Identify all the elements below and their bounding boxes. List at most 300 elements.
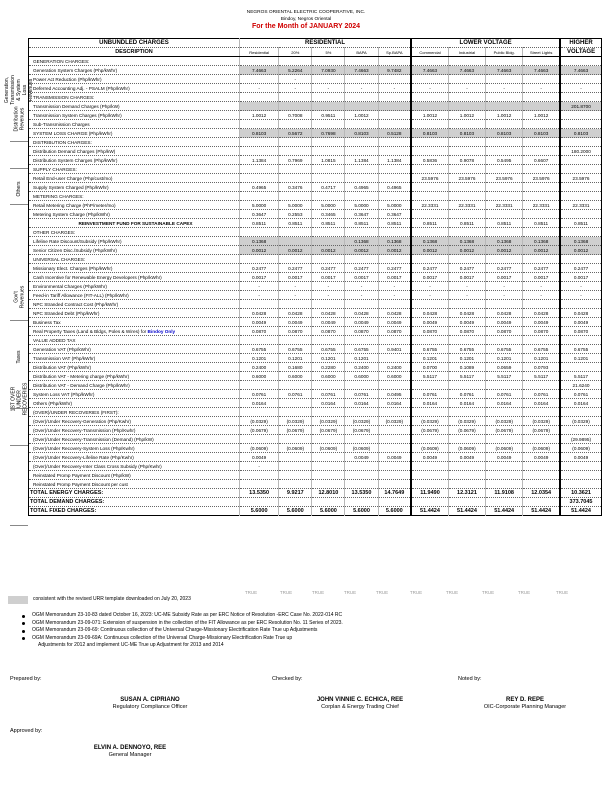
- value-cell: 0.0017: [486, 273, 523, 282]
- value-cell: 0.0870: [411, 327, 448, 336]
- empty-cell: [345, 255, 378, 264]
- empty-cell: [411, 408, 448, 417]
- value-cell: [523, 462, 560, 471]
- value-cell: 0.3647: [378, 210, 411, 219]
- value-cell: 0.2477: [411, 264, 448, 273]
- value-cell: [560, 210, 601, 219]
- value-cell: 0.2400: [378, 363, 411, 372]
- total-value: [239, 498, 278, 507]
- value-cell: [523, 120, 560, 129]
- value-cell: 0.0428: [279, 309, 312, 318]
- empty-cell: [560, 57, 601, 66]
- value-cell: 0.3647: [345, 210, 378, 219]
- empty-cell: [523, 228, 560, 237]
- value-cell: -: [523, 84, 560, 93]
- empty-cell: [239, 57, 278, 66]
- value-cell: [486, 147, 523, 156]
- value-cell: 5.5117: [523, 372, 560, 381]
- value-cell: 1.0815: [312, 156, 345, 165]
- row-label: Distribution VAT - Demand Charge (Php/kWhr): [33, 382, 130, 388]
- row-label: Others (Php/kWhr): [33, 400, 73, 406]
- value-cell: 1.1384: [239, 156, 278, 165]
- noted-title: OIC-Corporate Planning Manager: [483, 704, 567, 710]
- value-cell: 0.0017: [523, 273, 560, 282]
- value-cell: 0.7969: [279, 156, 312, 165]
- total-value: 13.5350: [345, 489, 378, 498]
- empty-cell: [279, 165, 312, 174]
- value-cell: [523, 147, 560, 156]
- value-cell: 0.0428: [560, 309, 601, 318]
- value-cell: [312, 435, 345, 444]
- value-cell: 0.0870: [523, 327, 560, 336]
- row-label: NPC Stranded Contract Cost (Php/kWhr): [33, 301, 119, 307]
- row-description: [29, 147, 240, 156]
- value-cell: 0.0428: [378, 309, 411, 318]
- value-cell: 0.2400: [345, 363, 378, 372]
- row-label: VALUE ADDED TAX: [33, 337, 76, 343]
- side-category-label: [10, 457, 28, 526]
- empty-cell: [312, 408, 345, 417]
- empty-cell: [486, 57, 523, 66]
- value-cell: [411, 102, 448, 111]
- value-cell: 7.4663: [239, 66, 278, 75]
- value-cell: [312, 453, 345, 462]
- row-label: Transmission VAT (Php/kWhr): [33, 355, 96, 361]
- column-header: 5%: [312, 48, 345, 57]
- value-cell: 0.1368: [378, 237, 411, 246]
- value-cell: 0.6755: [411, 345, 448, 354]
- value-cell: 7.4663: [448, 66, 485, 75]
- row-label: Distribution VAT (Php/kWhr): [33, 364, 92, 370]
- value-cell: 0.6607: [523, 156, 560, 165]
- row-description: [29, 192, 240, 201]
- value-cell: 0.8511: [345, 219, 378, 228]
- empty-cell: [411, 165, 448, 174]
- value-cell: 0.1201: [239, 354, 278, 363]
- value-cell: -: [523, 282, 560, 291]
- value-cell: 0.1201: [411, 354, 448, 363]
- value-cell: [560, 471, 601, 480]
- value-cell: [312, 102, 345, 111]
- table-row: [29, 264, 602, 273]
- value-cell: -: [411, 84, 448, 93]
- value-cell: [378, 435, 411, 444]
- value-cell: 5.2264: [279, 66, 312, 75]
- value-cell: 0.0017: [560, 273, 601, 282]
- value-cell: [560, 426, 601, 435]
- row-description: [29, 309, 240, 318]
- value-cell: 22.3331: [448, 201, 485, 210]
- row-label: Supply System Charged (Php/kWhr): [33, 184, 109, 190]
- value-cell: 23.5976: [411, 174, 448, 183]
- value-cell: [239, 120, 278, 129]
- header-row-groups: [29, 39, 602, 48]
- empty-cell: [560, 255, 601, 264]
- value-cell: [448, 480, 485, 489]
- table-row: [29, 165, 602, 174]
- value-cell: 22.3331: [560, 201, 601, 210]
- empty-cell: [345, 93, 378, 102]
- value-cell: 0.0870: [378, 327, 411, 336]
- company-address: Bindoy, Negros Oriental: [280, 17, 332, 22]
- value-cell: 0.7008: [279, 111, 312, 120]
- row-label: METERING CHARGES:: [33, 193, 84, 199]
- value-cell: 0.0012: [345, 246, 378, 255]
- table-row: [29, 372, 602, 381]
- value-cell: [378, 471, 411, 480]
- value-cell: 0.8511: [560, 219, 601, 228]
- empty-cell: [312, 192, 345, 201]
- row-label: Real Property Taxes (Land & Bldgs, Poles & Wires) for: [33, 328, 148, 334]
- row-description: [29, 210, 240, 219]
- value-cell: [411, 480, 448, 489]
- row-label: Business Tax: [33, 319, 61, 325]
- total-value: 51.4424: [448, 507, 485, 516]
- value-cell: [411, 183, 448, 192]
- table-row: [29, 93, 602, 102]
- value-cell: [312, 174, 345, 183]
- value-cell: 0.5836: [411, 156, 448, 165]
- empty-cell: [560, 192, 601, 201]
- value-cell: 0.0164: [378, 399, 411, 408]
- row-description: [29, 444, 240, 453]
- value-cell: 0.0049: [523, 318, 560, 327]
- total-row: [29, 489, 602, 498]
- value-cell: [312, 120, 345, 129]
- total-value: [312, 498, 345, 507]
- table-row: [29, 102, 602, 111]
- row-description: [29, 66, 240, 75]
- empty-cell: [345, 165, 378, 174]
- value-cell: 0.2280: [312, 363, 345, 372]
- value-cell: 0.0017: [345, 273, 378, 282]
- empty-cell: [448, 408, 485, 417]
- value-cell: [345, 480, 378, 489]
- side-category-label: Generation, Transmission & System Loss Revenues: [10, 38, 28, 142]
- value-cell: [378, 300, 411, 309]
- value-cell: 0.0870: [312, 327, 345, 336]
- table-row: [29, 147, 602, 156]
- value-cell: 0.0049: [378, 318, 411, 327]
- column-header: Industrial: [448, 48, 485, 57]
- row-label: (Over)/Under Recovery-Lifeline Rate (Php/Kwhr): [33, 454, 134, 460]
- value-cell: [378, 354, 411, 363]
- row-description: [29, 300, 240, 309]
- value-cell: (0.0329): [411, 417, 448, 426]
- value-cell: 0.0049: [239, 318, 278, 327]
- value-cell: [378, 147, 411, 156]
- value-cell: [411, 147, 448, 156]
- value-cell: [523, 210, 560, 219]
- table-row: [29, 246, 602, 255]
- column-header: Residential: [239, 48, 278, 57]
- value-cell: 1.0012: [523, 111, 560, 120]
- value-cell: -: [523, 291, 560, 300]
- empty-cell: [378, 336, 411, 345]
- empty-cell: [411, 57, 448, 66]
- row-description: [29, 336, 240, 345]
- total-value: 11.9108: [486, 489, 523, 498]
- value-cell: -: [411, 282, 448, 291]
- empty-cell: [239, 93, 278, 102]
- empty-cell: [239, 228, 278, 237]
- value-cell: [523, 471, 560, 480]
- value-cell: (0.0329): [448, 417, 485, 426]
- value-cell: 0.0017: [448, 273, 485, 282]
- empty-cell: [560, 138, 601, 147]
- table-row: [29, 444, 602, 453]
- empty-cell: [345, 228, 378, 237]
- empty-cell: [279, 93, 312, 102]
- value-cell: [411, 471, 448, 480]
- row-description: [29, 471, 240, 480]
- value-cell: 0.1368: [523, 237, 560, 246]
- row-description: [29, 183, 240, 192]
- empty-cell: [448, 255, 485, 264]
- empty-cell: [345, 57, 378, 66]
- row-description: [29, 138, 240, 147]
- row-label: System Loss VAT (Php/kWhr): [33, 391, 95, 397]
- value-cell: [560, 300, 601, 309]
- value-cell: 0.8511: [448, 219, 485, 228]
- legend-text: consistent with the revised URR template downloaded on July 20, 2023: [33, 596, 191, 602]
- value-cell: 7.4663: [345, 66, 378, 75]
- value-cell: [560, 363, 601, 372]
- value-cell: 0.8103: [560, 129, 601, 138]
- value-cell: 0.1201: [279, 354, 312, 363]
- value-cell: 0.2400: [239, 363, 278, 372]
- row-label: (Over)/Under Recovery-Inter Class Cross Subsidy (Php/Kwhr): [33, 463, 162, 469]
- table-row: [29, 363, 602, 372]
- value-cell: 0.0428: [448, 309, 485, 318]
- empty-cell: [560, 408, 601, 417]
- value-cell: 0.0049: [312, 318, 345, 327]
- table-row: [29, 480, 602, 489]
- total-value: 14.7649: [378, 489, 411, 498]
- row-description: [29, 201, 240, 210]
- total-value: 51.4424: [486, 507, 523, 516]
- value-cell: 0.1368: [448, 237, 485, 246]
- empty-cell: [345, 138, 378, 147]
- empty-cell: [378, 228, 411, 237]
- side-category-label: Gov't Revenues: [10, 273, 28, 321]
- table-row: [29, 435, 602, 444]
- value-cell: 1.0012: [239, 111, 278, 120]
- row-description: [29, 237, 240, 246]
- value-cell: (0.0329): [523, 417, 560, 426]
- table-row: [29, 336, 602, 345]
- value-cell: [560, 462, 601, 471]
- empty-cell: [279, 138, 312, 147]
- empty-cell: [486, 93, 523, 102]
- value-cell: [279, 237, 312, 246]
- empty-cell: [560, 228, 601, 237]
- value-cell: 0.0049: [239, 453, 278, 462]
- row-label: Senior Citizen Disc./Subsidy (Php/kWhr): [33, 247, 117, 253]
- table-row: [29, 183, 602, 192]
- value-cell: 0.9078: [448, 156, 485, 165]
- total-value: 12.0354: [523, 489, 560, 498]
- value-cell: 5.0000: [345, 201, 378, 210]
- value-cell: [345, 147, 378, 156]
- value-cell: 21.6240: [560, 381, 601, 390]
- row-label: Reinstated Promp Payment Discount per cust: [33, 481, 128, 487]
- approved-title: General Manager: [108, 752, 152, 758]
- value-cell: 0.9401: [378, 345, 411, 354]
- value-cell: [486, 471, 523, 480]
- value-cell: [411, 210, 448, 219]
- value-cell: (0.0329): [345, 417, 378, 426]
- empty-cell: [312, 255, 345, 264]
- value-cell: 0.0012: [378, 246, 411, 255]
- value-cell: [239, 480, 278, 489]
- value-cell: 0.6755: [312, 345, 345, 354]
- value-cell: 0.0049: [411, 318, 448, 327]
- value-cell: [486, 480, 523, 489]
- value-cell: -: [279, 84, 312, 93]
- value-cell: 0.1201: [345, 354, 378, 363]
- total-value: [411, 498, 448, 507]
- row-description: [29, 129, 240, 138]
- total-value: 10.3621: [560, 489, 601, 498]
- memo-note: OGM Memorandum 23-09-071: Extension of suspension in the collection of the FIT Allowance as per ERC Resolution No. 11 Series of 2023.: [22, 620, 343, 628]
- value-cell: 0.2477: [378, 264, 411, 273]
- value-cell: 0.0049: [345, 318, 378, 327]
- value-cell: [523, 435, 560, 444]
- row-label: (Over)/Under Recovery-Generation (Php/Kwhr): [33, 418, 131, 424]
- table-row: [29, 354, 602, 363]
- checked-label: Checked by:: [272, 676, 303, 682]
- value-cell: [378, 174, 411, 183]
- table-row: [29, 417, 602, 426]
- value-cell: 0.0017: [279, 273, 312, 282]
- memo-notes: [22, 612, 343, 650]
- empty-cell: [448, 228, 485, 237]
- value-cell: [312, 300, 345, 309]
- noted-name: REY D. REPE: [506, 697, 544, 703]
- value-cell: 0.6755: [523, 345, 560, 354]
- value-cell: [239, 471, 278, 480]
- total-value: 12.3121: [448, 489, 485, 498]
- row-label: Environmental Charges (Php/kWhr): [33, 283, 107, 289]
- row-description: [29, 84, 240, 93]
- value-cell: 0.0761: [239, 390, 278, 399]
- value-cell: [279, 174, 312, 183]
- empty-cell: [560, 93, 601, 102]
- row-description: [29, 246, 240, 255]
- table-row: [29, 138, 602, 147]
- row-description: [29, 417, 240, 426]
- row-description: [29, 93, 240, 102]
- empty-cell: [411, 255, 448, 264]
- value-cell: 0.5672: [279, 129, 312, 138]
- empty-cell: [560, 165, 601, 174]
- value-cell: [486, 462, 523, 471]
- value-cell: 0.6000: [345, 372, 378, 381]
- empty-cell: [239, 165, 278, 174]
- value-cell: [486, 120, 523, 129]
- empty-cell: [239, 138, 278, 147]
- value-cell: 0.6755: [560, 345, 601, 354]
- row-description: [29, 264, 240, 273]
- value-cell: 0.2477: [239, 264, 278, 273]
- table-row: [29, 408, 602, 417]
- row-description: [29, 219, 240, 228]
- value-cell: 0.0870: [239, 327, 278, 336]
- memo-note: OGM Memorandum 23-09-69A: Continuous collection of the Universal Charge-Missionary Electrification Rate True up: [22, 635, 343, 643]
- row-label: Distribution System Charges (Php/kWhr): [33, 157, 118, 163]
- value-cell: 0.0012: [411, 246, 448, 255]
- total-value: [279, 498, 312, 507]
- value-cell: [239, 174, 278, 183]
- value-cell: [560, 480, 601, 489]
- table-row: [29, 201, 602, 210]
- value-cell: 0.0870: [448, 327, 485, 336]
- value-cell: 0.7698: [312, 129, 345, 138]
- value-cell: [345, 435, 378, 444]
- side-category-labels: [4, 38, 35, 588]
- row-label: Lifeline Rate Discount/Subsidy (Php/kWhr): [33, 238, 122, 244]
- value-cell: 0.2477: [279, 264, 312, 273]
- value-cell: 0.5128: [378, 129, 411, 138]
- empty-cell: [312, 336, 345, 345]
- value-cell: 0.0012: [448, 246, 485, 255]
- row-label: Cash Incentive for Renewable Energy Developers (Php/kWhr): [33, 274, 162, 280]
- total-value: [523, 498, 560, 507]
- row-description: [29, 453, 240, 462]
- row-description: [29, 57, 240, 66]
- value-cell: 0.0870: [279, 327, 312, 336]
- value-cell: 0.2477: [560, 264, 601, 273]
- value-cell: 5.0000: [312, 201, 345, 210]
- row-description: [29, 480, 240, 489]
- total-row: [29, 498, 602, 507]
- value-cell: 0.6000: [378, 372, 411, 381]
- value-cell: 0.8511: [378, 219, 411, 228]
- value-cell: -: [448, 282, 485, 291]
- value-cell: 0.6755: [239, 345, 278, 354]
- checked-title: Corplan & Energy Trading Chief: [321, 704, 399, 710]
- value-cell: (0.0679): [345, 426, 378, 435]
- table-row: [29, 291, 602, 300]
- row-description: [29, 399, 240, 408]
- value-cell: -: [239, 84, 278, 93]
- table-row: [29, 156, 602, 165]
- side-category-label: Taxes: [10, 305, 28, 409]
- value-cell: -: [345, 84, 378, 93]
- table-row: [29, 66, 602, 75]
- empty-cell: [411, 192, 448, 201]
- value-cell: 0.6000: [312, 372, 345, 381]
- value-cell: 0.8511: [486, 219, 523, 228]
- noted-signatory: [450, 697, 600, 711]
- empty-cell: [279, 228, 312, 237]
- row-label: GENERATION CHARGES:: [33, 58, 90, 64]
- empty-cell: [411, 138, 448, 147]
- validation-flag: TRUE: [481, 590, 495, 595]
- value-cell: [448, 381, 485, 390]
- table-row: [29, 345, 602, 354]
- validation-flag: TRUE: [445, 590, 459, 595]
- table-row: [29, 381, 602, 390]
- value-cell: 0.2553: [279, 210, 312, 219]
- value-cell: 0.0428: [411, 309, 448, 318]
- approved-signatory: [40, 745, 220, 759]
- table-row: [29, 453, 602, 462]
- value-cell: 0.0761: [312, 390, 345, 399]
- row-description: [29, 255, 240, 264]
- row-label: (Over)/Under Recovery-System Loss (Php/Kwhr): [33, 445, 135, 451]
